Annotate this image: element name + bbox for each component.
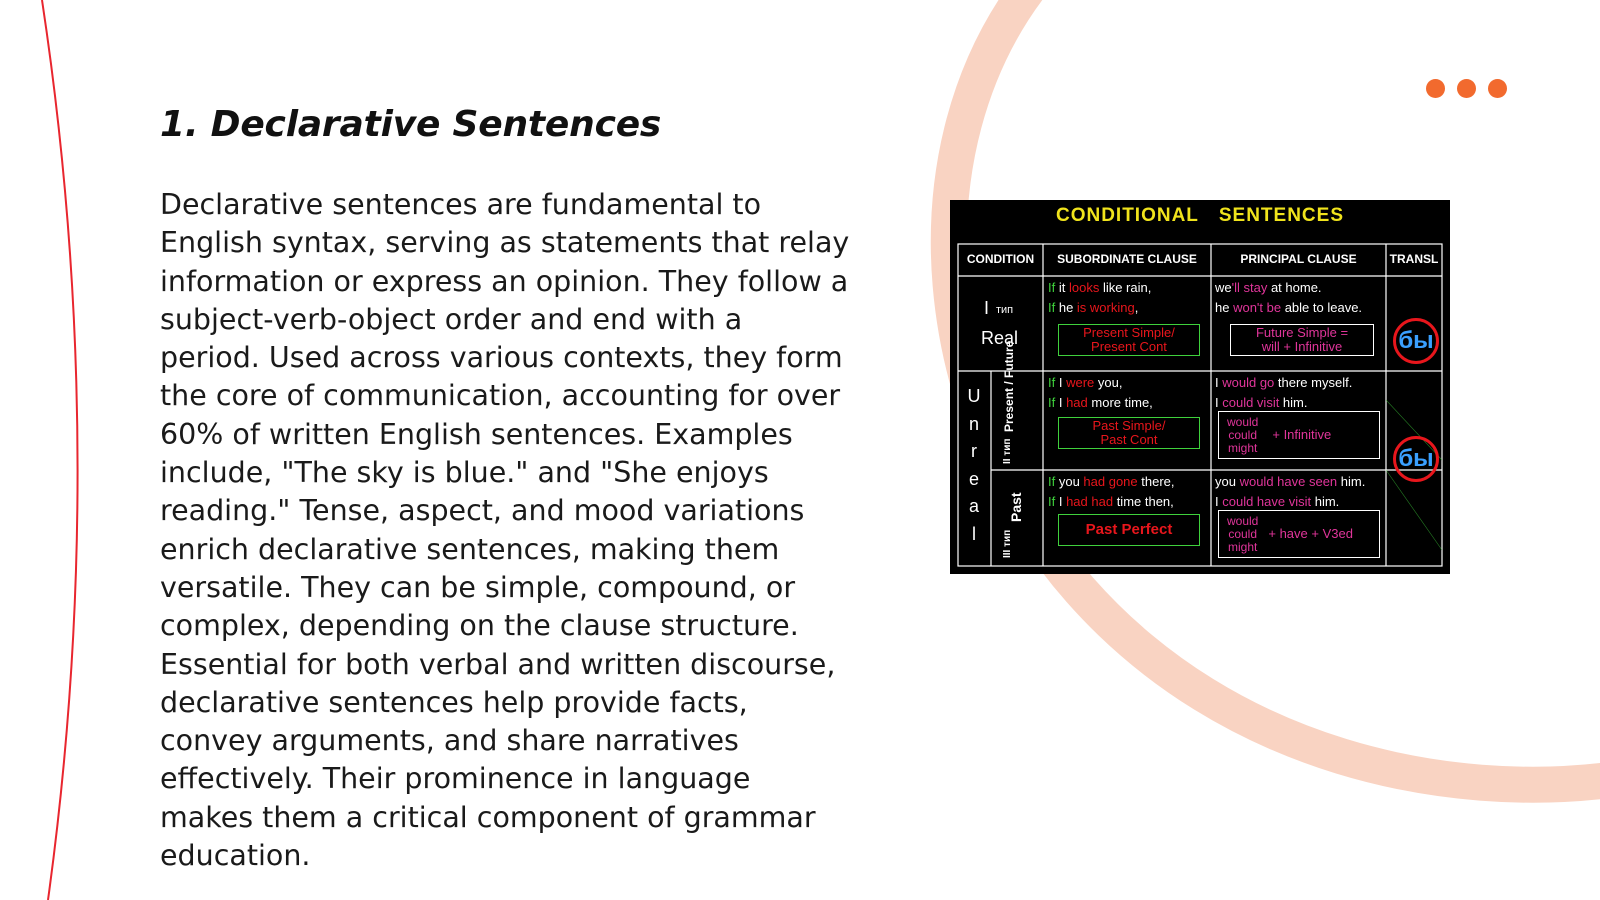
type1-tip: тип	[996, 304, 1014, 316]
type3-prin-line1: you would have seen him.	[1215, 474, 1366, 489]
header-principal-clause: PRINCIPAL CLAUSE	[1240, 252, 1357, 266]
type1-sub-line1: If it looks like rain,	[1048, 280, 1152, 295]
slide-title: 1. Declarative Sentences	[160, 104, 662, 145]
type3-prin-line2: I could have visit him.	[1215, 494, 1340, 509]
slide-dots	[1426, 79, 1507, 98]
type2-sub-line1: If I were you,	[1048, 375, 1123, 390]
type1-real-label: Real	[981, 328, 1019, 348]
type2-sub-line2: If I had more time,	[1048, 395, 1153, 410]
type1-prin-formula-box: Future Simple = will + Infinitive	[1230, 324, 1374, 356]
type1-prin-line2: he won't be able to leave.	[1215, 300, 1363, 315]
figure-title: CONDITIONAL SENTENCES	[1055, 205, 1344, 226]
type3-period-label: Past	[1008, 492, 1024, 522]
type1-transl-badge: бы	[1393, 318, 1439, 364]
type2-tip-label: II тип	[1002, 438, 1013, 464]
type3-tip-label: III тип	[1002, 529, 1013, 558]
type2-prin-line2: I could visit him.	[1215, 395, 1308, 410]
dot-3	[1488, 79, 1507, 98]
type1-prin-line1: we'll stay at home.	[1215, 280, 1322, 295]
slide-body-text: Declarative sentences are fundamental to English syntax, serving as statements that relay information or express an opinion. They follow a subject-verb-object order and end with a period. Used across various contexts, they form the core of communication, accounting for over 60% of written English sentences. Examples include, "The sky is blue." and "She enjoys reading." Tense, aspect, and mood variations enrich declarative sentences, making them versatile. They can be simple, compound, or complex, depending on the clause structure. Essential for both verbal and written discourse, declarative sentences help provide facts, convey arguments, and share narratives effectively. Their prominence in language makes them a critical component of grammar education.	[160, 188, 850, 873]
type2-sub-formula-box: Past Simple/ Past Cont	[1058, 417, 1200, 449]
unreal-vertical-label: U n r e a l	[967, 386, 981, 544]
type1-sub-formula-box: Present Simple/ Present Cont	[1058, 324, 1200, 356]
type2-prin-line1: I would go there myself.	[1215, 375, 1353, 390]
type2-prin-formula-box: would could might + Infinitive	[1218, 411, 1380, 459]
dot-2	[1457, 79, 1476, 98]
type3-sub-line1: If you had gone there,	[1048, 474, 1175, 489]
left-curve-line	[42, 0, 78, 900]
type1-sub-line2: If he is working,	[1048, 300, 1139, 315]
dot-1	[1426, 79, 1445, 98]
type3-prin-formula-box: would could might + have + V3ed	[1218, 510, 1380, 558]
type2-period-label: Present / Future	[1002, 340, 1016, 432]
type1-roman: I	[984, 298, 990, 318]
header-condition: CONDITION	[966, 252, 1035, 266]
type2-transl-badge: бы	[1393, 436, 1439, 482]
type3-sub-formula-box: Past Perfect	[1058, 514, 1200, 546]
type3-sub-line2: If I had had time then,	[1048, 494, 1174, 509]
header-subordinate-clause: SUBORDINATE CLAUSE	[1057, 252, 1197, 266]
header-transl: TRANSL	[1389, 252, 1439, 266]
conditional-sentences-figure	[950, 200, 1450, 574]
